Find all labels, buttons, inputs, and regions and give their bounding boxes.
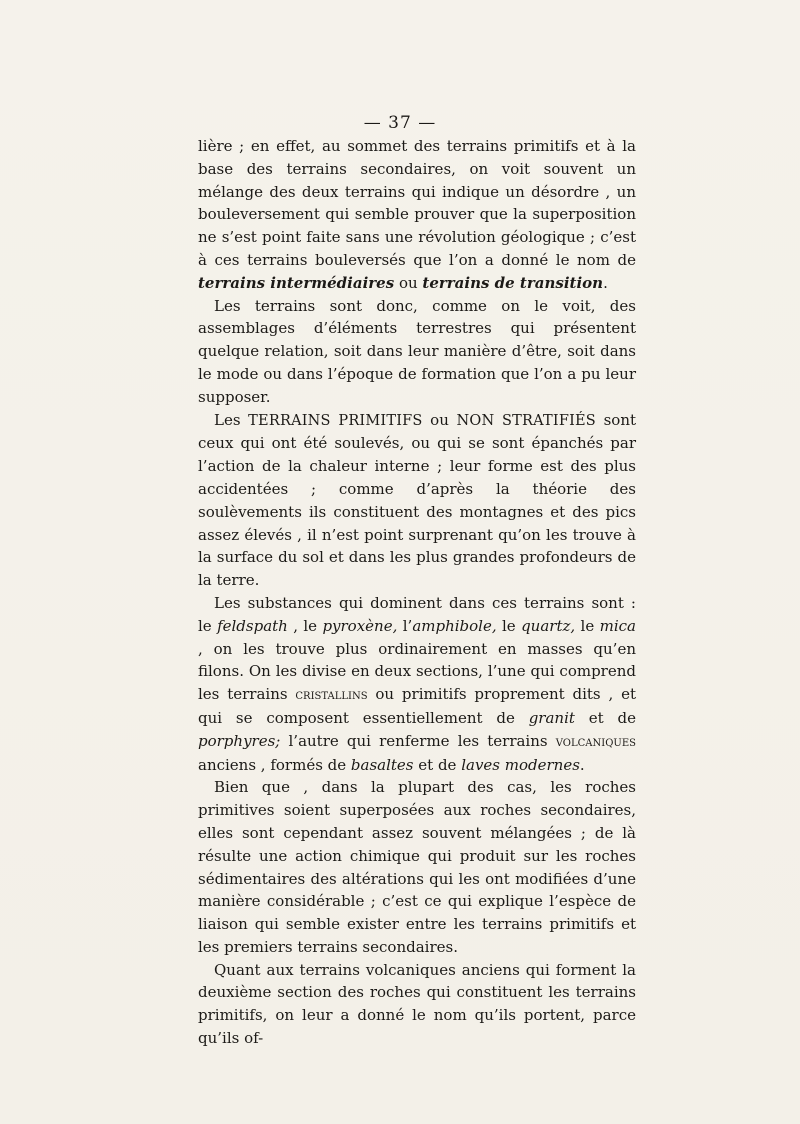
paragraph-text: le [496, 616, 522, 635]
emphasis-text: granit [528, 708, 575, 727]
emphasis-text: mica [599, 616, 636, 635]
paragraph-text: Les [214, 410, 249, 429]
paragraph-text: lière ; en effet, au sommet des terrains primitifs et à la base des terrains secondaires, on voit souvent un mélange des deux terrains qui indique un désordre , un bouleversement qui semble prouver que la superposition ne s’est point faite sans une révolution géologique ; c’est à ces terrains bouleversés que l’on a donné le nom de [198, 137, 636, 269]
paragraph-text: Les substances qui dominent dans ces terrains sont : le [198, 593, 636, 635]
paragraph-text: Les terrains sont donc, comme on le voit, des assemblages d’éléments terrestres qui présentent quelque relation, soit dans leur manière d’être, soit dans le mode ou dans l’époque de formation que l’on a pu leur supposer. [198, 296, 636, 406]
paragraph-text: , le [287, 616, 323, 635]
paragraph [198, 409, 636, 592]
emphasis-text: basaltes [350, 755, 414, 774]
paragraph-text: , on les trouve plus ordinairement en masses qu’en filons. On les divise en deux sections, l’une qui comprend les terrains [198, 639, 636, 704]
emphasis-text: NON STRATIFIÉS [456, 412, 596, 429]
page-number: — 37 — [363, 113, 437, 133]
paragraph-text: . [603, 273, 608, 292]
paragraph-text: le [575, 616, 600, 635]
paragraph [198, 592, 636, 776]
emphasis-text: cristallins [295, 687, 368, 704]
emphasis-text: laves modernes [461, 755, 580, 774]
paragraph [198, 135, 636, 295]
body-text [198, 135, 636, 1050]
paragraph-text: l’ [397, 616, 413, 635]
paragraph-text: l’autre qui renferme les terrains [280, 731, 556, 750]
paragraph-text: anciens , formés de [198, 755, 351, 774]
paragraph-text: et de [574, 708, 636, 727]
paragraph-text: ou primitifs proprement dits , et qui se composent essentiellement de [198, 685, 636, 727]
paragraph [198, 959, 636, 1050]
emphasis-text: TERRAINS PRIMITIFS [248, 412, 423, 429]
paragraph-text: . [579, 755, 585, 774]
paragraph-text: Bien que , dans la plupart des cas, les roches primitives soient superposées aux roches secondaires, elles sont cependant assez souvent mélangées ; de là résulte une action chimique qui produit sur les roches sédimentaires des altérations qui les ont modifiées d’une manière considérable ; c’est ce qui explique l’espèce de liaison qui semble exister entre les terrains primitifs et les premiers terrains secondaires. [198, 778, 636, 956]
emphasis-text: terrains intermédiaires [198, 273, 395, 292]
paragraph-text: sont ceux qui ont été soulevés, ou qui se sont épanchés par l’action de la chaleur interne ; leur forme est des plus accidentées ; comme d’après la théorie des soulèvements ils constituent des montagnes et des pics assez élevés , il n’est point surprenant qu’on les trouve à la surface du sol et dans les plus grandes profondeurs de la terre. [198, 410, 637, 590]
paragraph-text: et de [413, 755, 462, 774]
emphasis-text: volcaniques [555, 733, 636, 750]
emphasis-text: pyroxène, [322, 616, 398, 635]
paragraph-text: ou [394, 273, 423, 292]
paragraph-text: Quant aux terrains volcaniques anciens qui forment la deuxième section des roches qui constituent les terrains primitifs, on leur a donné le nom qu’ils portent, parce qu’ils of- [198, 960, 636, 1048]
emphasis-text: terrains de transition [422, 273, 604, 292]
paragraph [198, 776, 636, 958]
paragraph-text: ou [422, 410, 457, 429]
emphasis-text: quartz, [521, 616, 576, 635]
emphasis-text: feldspath [217, 616, 288, 635]
emphasis-text: amphibole, [412, 616, 497, 635]
emphasis-text: porphyres; [198, 731, 281, 750]
paragraph [198, 295, 636, 409]
